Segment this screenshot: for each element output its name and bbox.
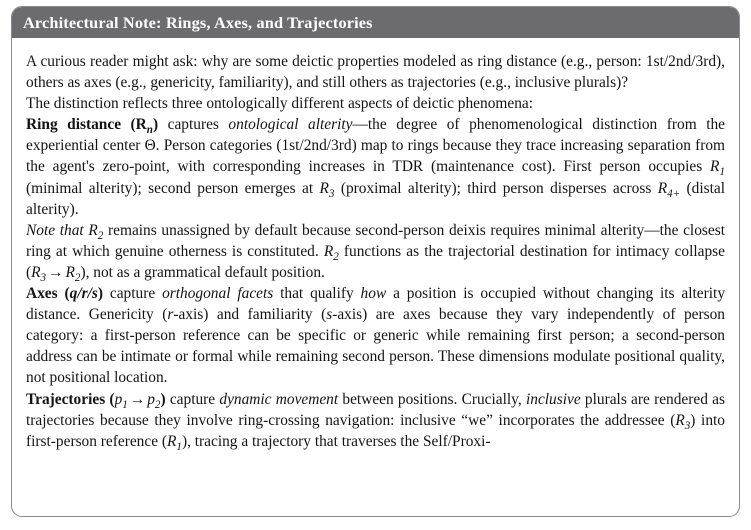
math-var-r3-collapse: $R_3$ xyxy=(31,263,47,285)
term-ring-distance-close: ) xyxy=(152,116,159,134)
paragraph-axes xyxy=(26,283,725,388)
ring-text-e: (distal alterity). xyxy=(26,179,725,218)
arrow-icon-trajectory: → xyxy=(129,390,146,408)
paragraph-text: A curious reader might ask: why are some deictic properties modeled as ring distance (e.g., person: 1st/2nd/3rd), others as axes (e.g., genericity, familiarity), and still others as trajectories (e.g., inclusive plurals)? xyxy=(26,53,725,92)
traj-text-c: plurals are rendered as trajectories because they involve ring-crossing navigation: inclusive “we” incorporates the addressee ( xyxy=(26,390,725,429)
term-axes-label: Axes ( xyxy=(26,285,70,303)
ring-text-a: captures xyxy=(158,116,229,134)
math-var-r2-collapse: $R_2$ xyxy=(65,263,81,285)
axes-text-c: a position is occupied without changing its alterity distance. Genericity ( xyxy=(26,285,726,324)
axes-text-b: that qualify xyxy=(273,285,361,303)
emphasis-dynamic-movement: dynamic movement xyxy=(219,390,339,408)
math-var-p2: $p_2$ xyxy=(147,390,161,411)
term-axes-qrs: q/r/s xyxy=(69,285,98,303)
note-text-b: functions as the trajectorial destination for intimacy collapse ( xyxy=(26,242,725,281)
paragraph-text: The distinction reflects three ontologically different aspects of deictic phenomena: xyxy=(26,95,533,113)
note-header-title: Architectural Note: Rings, Axes, and Trajectories xyxy=(23,12,373,32)
ring-text-b: —the degree of phenomenological distinction from the experiential center Θ. Person categories (1st/2nd/3rd) map to rings because they trace increasing separation from the agent's zero-point, with corresponding increases in TDR (maintenance cost). First person occupies xyxy=(26,116,726,176)
axes-text-a: capture xyxy=(103,285,163,303)
paragraph-intro-question xyxy=(26,51,725,93)
traj-text-b: between positions. Crucially, xyxy=(338,390,526,408)
math-var-r2-a: $R_2$ xyxy=(88,221,104,242)
traj-text-d: ) into first-person reference ( xyxy=(26,411,725,450)
term-ring-distance-label: Ring distance (R xyxy=(26,116,147,134)
traj-text-a: capture xyxy=(165,390,220,408)
note-text-c: ), not as a grammatical default position. xyxy=(80,263,325,281)
math-var-r3-addressee: $R_3$ xyxy=(675,411,691,432)
emphasis-inclusive: inclusive xyxy=(525,390,581,408)
math-var-p1: $p_1$ xyxy=(114,390,128,411)
traj-text-e: ), tracing a trajectory that traverses the Self/Proxi- xyxy=(181,432,491,450)
axes-text-e: -axis) are axes because they vary independently of person category: a first-person reference can be specific or generic while remaining first person; a second-person address can be intimate or formal while remaining second person. These dimensions modulate positional quality, not positional location. xyxy=(26,306,725,387)
axes-text-d: -axis) and familiarity ( xyxy=(173,306,327,324)
architectural-note-box xyxy=(11,6,740,517)
ring-text-d: (proximal alterity); third person disperses across xyxy=(334,179,658,197)
math-var-r3: $R_3$ xyxy=(319,179,335,200)
paragraph-trajectories xyxy=(26,389,725,452)
note-text-a: remains unassigned by default because second-person deixis requires minimal alterity—the closest ring at which genuine otherness is constituted. xyxy=(26,221,725,260)
axis-symbol-r: r xyxy=(167,306,174,324)
italic-lead-note-that: Note that xyxy=(26,221,84,239)
paragraph-ring-distance xyxy=(26,114,725,219)
note-body xyxy=(12,38,739,452)
note-header-bar xyxy=(12,7,739,38)
emphasis-orthogonal-facets: orthogonal facets xyxy=(162,285,274,303)
ring-text-c: (minimal alterity); second person emerges at xyxy=(26,179,320,197)
emphasis-ontological-alterity: ontological alterity xyxy=(228,116,353,134)
term-axes-close: ) xyxy=(97,285,104,303)
axis-symbol-s: s xyxy=(326,306,333,324)
arrow-icon-collapse: → xyxy=(48,263,64,281)
term-trajectories-label: Trajectories ( xyxy=(26,390,115,408)
term-ring-distance-subscript: n xyxy=(146,124,153,137)
paragraph-note-r2 xyxy=(26,220,725,283)
term-trajectories-close: ) xyxy=(160,390,166,408)
math-var-r4plus: $R_{4+}$ xyxy=(657,179,681,200)
math-var-r2-b: $R_2$ xyxy=(323,242,339,263)
paragraph-distinction-lead xyxy=(26,93,725,114)
emphasis-how: how xyxy=(360,285,387,303)
math-var-r1: $R_1$ xyxy=(710,158,725,179)
math-var-r1-first-person: $R_1$ xyxy=(167,432,182,453)
